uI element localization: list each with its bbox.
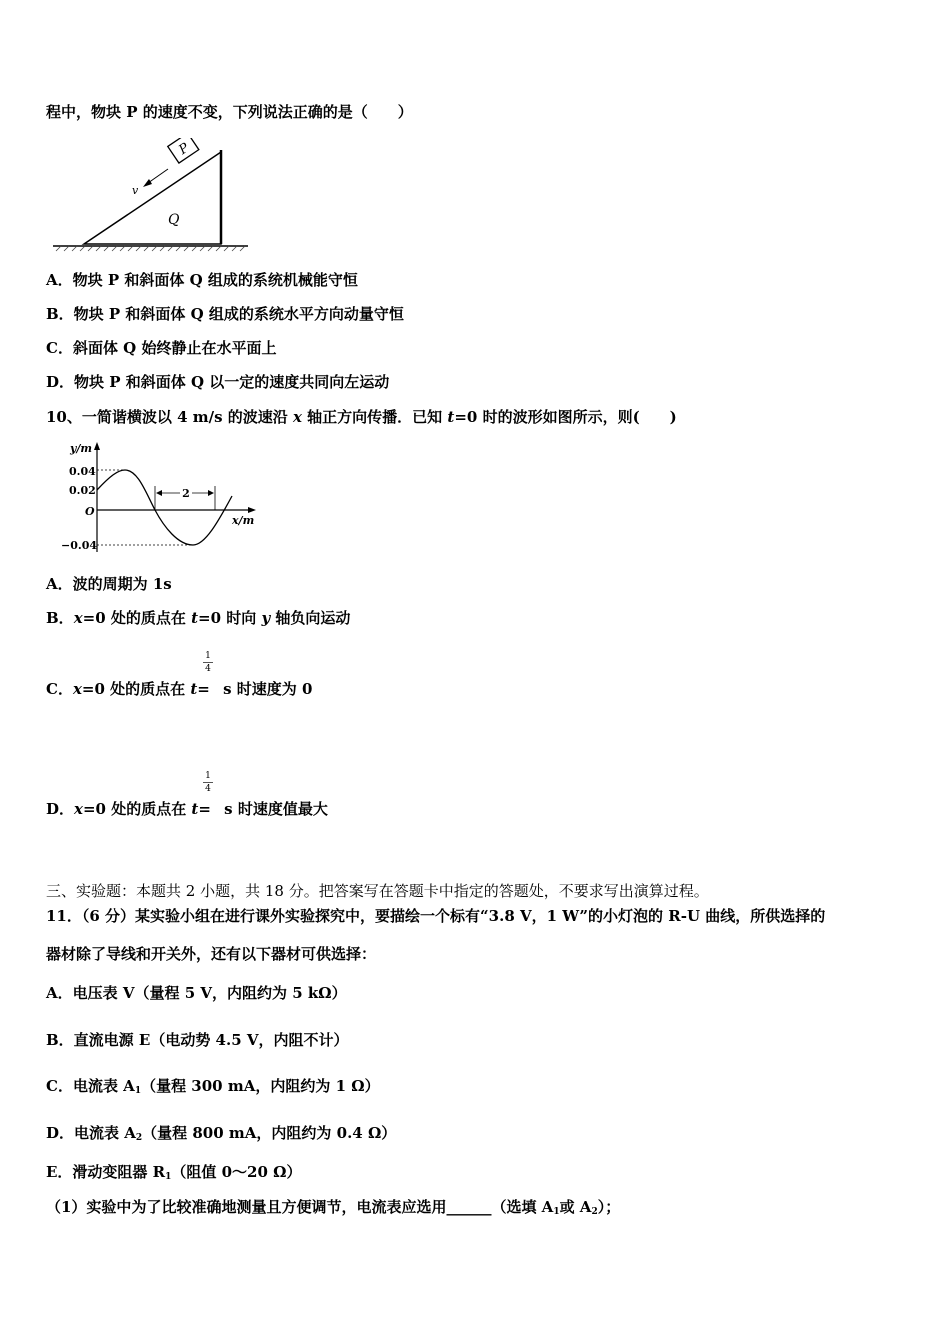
q10-option-b: B．x=0 处的质点在 t=0 时向 y 轴负向运动 xyxy=(46,609,351,627)
q9-option-d: D．物块 P 和斜面体 Q 以一定的速度共同向左运动 xyxy=(46,373,390,391)
wave-graph xyxy=(60,438,270,556)
fraction-quarter-d: 1 4 xyxy=(203,771,213,794)
q10-option-d: D．x=0 处的质点在 t= s 时速度值最大 xyxy=(46,800,328,818)
velocity-label: v xyxy=(132,184,139,197)
origin-label: O xyxy=(85,505,95,518)
block-label: P xyxy=(176,140,192,158)
q9-option-c: C．斜面体 Q 始终静止在水平面上 xyxy=(46,339,277,357)
incline-figure xyxy=(50,138,250,254)
tick-label-mid: 0.02 xyxy=(69,484,96,497)
x-axis-label: x/m xyxy=(232,514,255,527)
q11-stem-line1: 11．（6 分）某实验小组在进行课外实验探究中，要描绘一个标有“3.8 V，1 W”的小灯泡的 R-U 曲线，所供选择的 xyxy=(46,907,826,925)
section-3-heading: 三、实验题：本题共 2 小题，共 18 分。把答案写在答题卡中指定的答题处，不要求写出演算过程。 xyxy=(46,882,709,900)
span-label: 2 xyxy=(182,487,190,500)
span-arrow-left xyxy=(156,490,162,496)
q11-option-b: B．直流电源 E（电动势 4.5 V，内阻不计） xyxy=(46,1031,349,1049)
y-axis-label: y/m xyxy=(70,442,93,455)
q9-option-b: B．物块 P 和斜面体 Q 组成的系统水平方向动量守恒 xyxy=(46,305,404,323)
q10-option-a: A．波的周期为 1s xyxy=(46,575,172,593)
q11-option-e: E．滑动变阻器 $R_1$（阻值 0～20 Ω） xyxy=(46,1163,302,1182)
y-axis-arrow xyxy=(94,442,100,450)
q10-option-c: C．x=0 处的质点在 t= s 时速度为 0 xyxy=(46,680,313,698)
q9-stem: 程中，物块 P 的速度不变，下列说法正确的是（ ） xyxy=(46,103,413,121)
x-axis-arrow xyxy=(248,507,256,513)
q11-option-a: A．电压表 V（量程 5 V，内阻约为 5 kΩ） xyxy=(46,984,347,1002)
q9-option-a: A．物块 P 和斜面体 Q 组成的系统机械能守恒 xyxy=(46,271,358,289)
velocity-arrow xyxy=(148,169,168,183)
span-arrow-right xyxy=(208,490,214,496)
incline-label: Q xyxy=(168,212,180,228)
q11-option-d: D．电流表 $A_2$（量程 800 mA，内阻约为 0.4 Ω） xyxy=(46,1124,397,1143)
q11-stem-line2: 器材除了导线和开关外，还有以下器材可供选择： xyxy=(46,945,377,963)
q10-stem: 10、一简谐横波以 4 m/s 的波速沿 x 轴正方向传播．已知 t=0 时的波形如图所示，则( ) xyxy=(46,408,677,426)
wave-curve xyxy=(97,470,232,545)
fraction-quarter-c: 1 4 xyxy=(203,651,213,674)
velocity-arrowhead xyxy=(143,179,152,187)
q11-subquestion-1: （1）实验中为了比较准确地测量且方便调节，电流表应选用______（选填 $A_1$或 $A_2$）； xyxy=(46,1198,621,1217)
incline-q xyxy=(84,152,221,244)
tick-label-bottom: −0.04 xyxy=(61,539,98,552)
q11-option-c: C．电流表 $A_1$（量程 300 mA，内阻约为 1 Ω） xyxy=(46,1077,380,1096)
tick-label-top: 0.04 xyxy=(69,465,96,478)
block-p xyxy=(168,138,199,163)
